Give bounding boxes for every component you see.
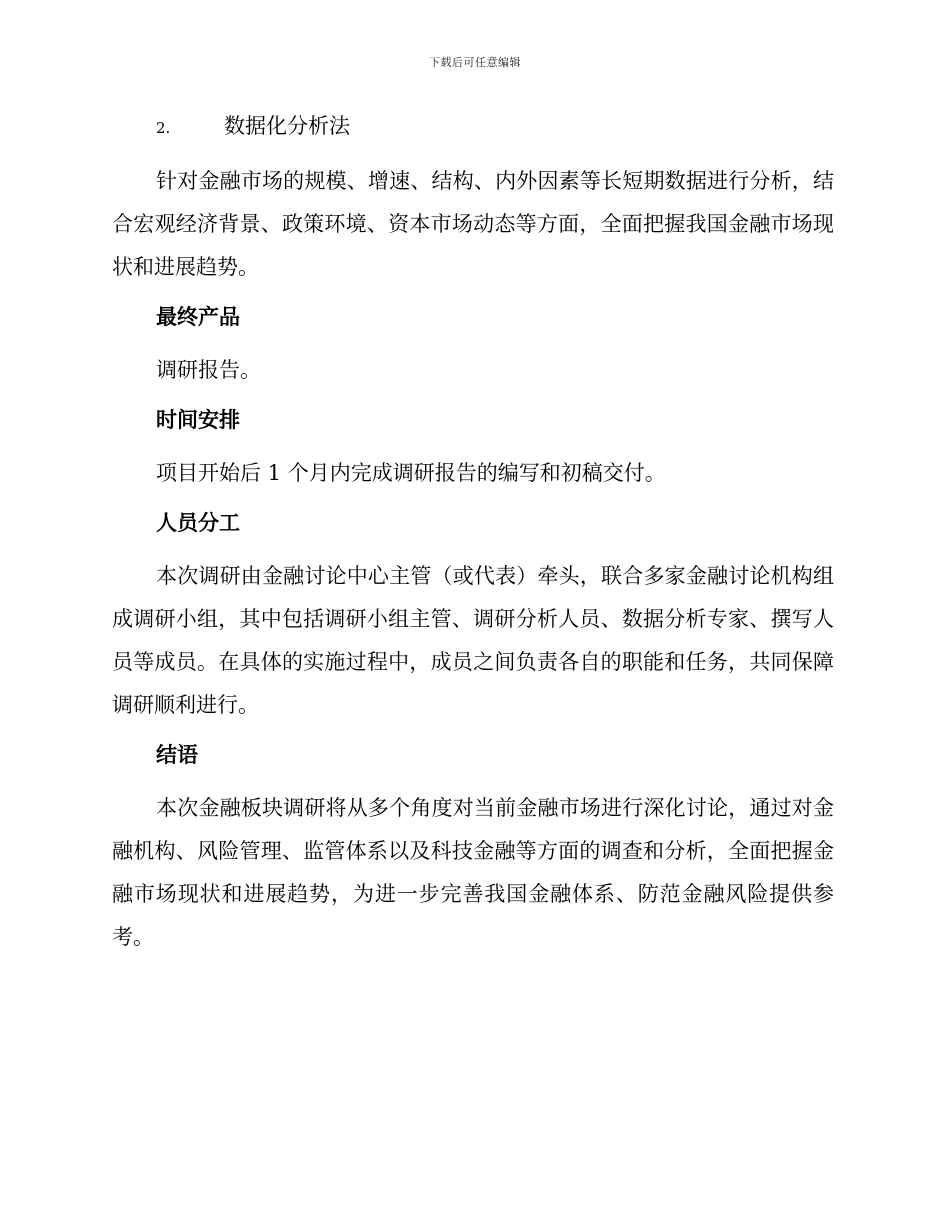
schedule-paragraph: 项目开始后 1 个月内完成调研报告的编写和初稿交付。 [156, 461, 666, 485]
header-note: 下载后可任意编辑 [429, 56, 521, 69]
analysis-paragraph: 针对金融市场的规模、增速、结构、内外因素等长短期数据进行分析，结合宏观经济背景、政策环境、资本市场动态等方面，全面把握我国金融市场现状和进展趋势。 [112, 169, 834, 279]
document-body [112, 108, 834, 969]
heading-conclusion: 结语 [156, 743, 198, 767]
section-title-text: 数据化分析法 [224, 114, 350, 138]
conclusion-paragraph: 本次金融板块调研将从多个角度对当前金融市场进行深化讨论，通过对金融机构、风险管理、监管体系以及科技金融等方面的调查和分析，全面把握金融市场现状和进展趋势，为进一步完善我国金融体系、防范金融风险提供参考。 [112, 796, 834, 949]
product-paragraph: 调研报告。 [156, 358, 261, 382]
staff-paragraph: 本次调研由金融讨论中心主管（或代表）牵头，联合多家金融讨论机构组成调研小组，其中包括调研小组主管、调研分析人员、数据分析专家、撰写人员等成员。在具体的实施过程中，成员之间负责各自的职能和任务，共同保障调研顺利进行。 [112, 564, 834, 717]
section-title [112, 108, 834, 146]
heading-schedule: 时间安排 [156, 408, 240, 432]
heading-final-product: 最终产品 [156, 305, 240, 329]
section-number: 2. [156, 119, 171, 137]
heading-staff: 人员分工 [156, 511, 240, 535]
